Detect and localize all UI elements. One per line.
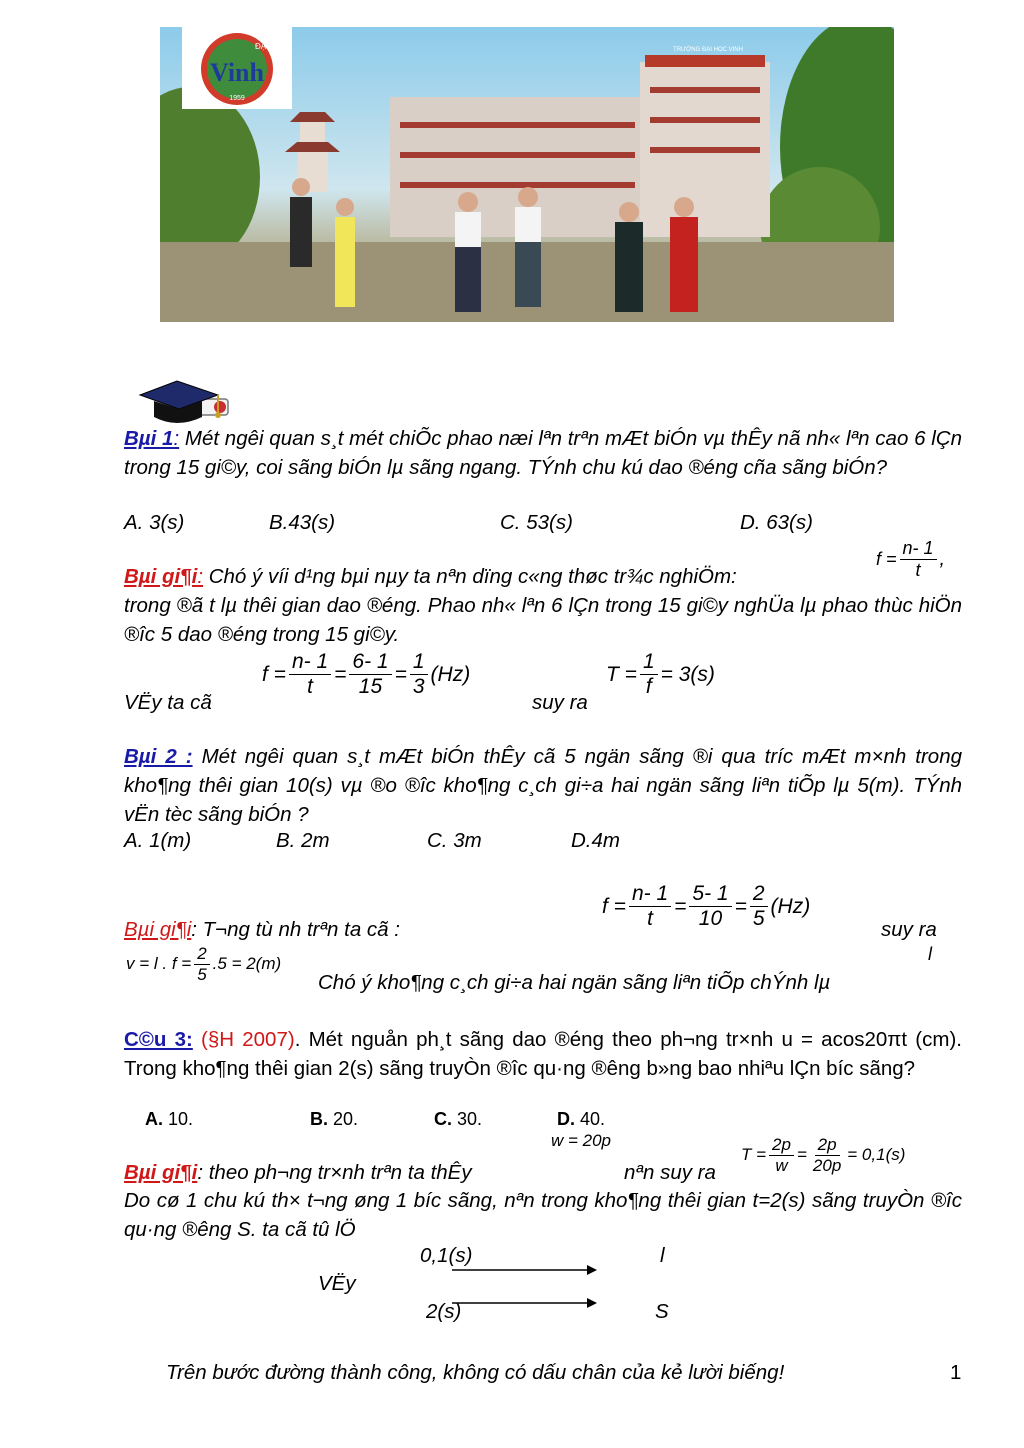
q1-option-b: B.43(s) (269, 511, 336, 534)
calc-num-2: 6- 1 (349, 650, 391, 675)
calc-den-2: 15 (358, 675, 383, 699)
formula-frequency (876, 538, 945, 580)
solution-2-note: Chó ý kho¶ng c¸ch gi÷a hai ngän sãng liªn tiÕp chÝnh lµ (318, 971, 831, 994)
q3-option-b-key: B. (310, 1109, 328, 1129)
formula-comma: , (939, 547, 946, 570)
q1-option-c: C. 53(s) (500, 511, 573, 534)
s3-period-num-2: 2p (815, 1135, 840, 1156)
solution-2-suyra (881, 915, 963, 944)
ratio-row1-left: 0,1(s) (420, 1244, 473, 1267)
s2-calc-den-3: 5 (752, 907, 765, 931)
period-num: 1 (640, 650, 658, 675)
solution-1-frequency-calc: f = $\frac{n- 1}{t}$ = $\frac{6- 1}{15}$ = $\frac{1}{3}$ (Hz) (262, 650, 471, 699)
question-3-text: . Mét nguån ph¸t sãng dao ®éng theo ph¬ng tr×nh u = acos20πt (cm). Trong kho¶ng thêi gian 2(s) sãng truyÒn ®îc qu·ng ®êng b»ng bao nhiªu lÇn bíc sãng? (124, 1028, 962, 1080)
s2-calc-den-1: t (647, 907, 653, 931)
q2-option-a: A. 1(m) (124, 829, 192, 852)
calc-num-3: 1 (410, 650, 428, 675)
q2-option-c: C. 3m (427, 829, 482, 852)
question-1-sep: : (173, 427, 180, 450)
question-1-label: Bµi 1 (124, 427, 174, 450)
q3-option-a-value: 10. (163, 1109, 194, 1129)
question-2 (124, 742, 962, 829)
solution-1-text2: trong ®ã t lµ thêi gian dao ®éng. Phao nh« lªn 6 lÇn trong 15 gi©y nghÜa lµ phao thùc hiÖn ®îc 5 dao ®éng trong 15 gi©y. (124, 594, 962, 646)
s3-period-lhs: T = (741, 1145, 767, 1165)
page-number: 1 (950, 1361, 962, 1384)
logo-top-text: ĐẠI HỌC (255, 42, 289, 51)
s2-calc-unit: (Hz) (770, 894, 811, 918)
solution-2-label: Bµi gi¶i (124, 918, 192, 941)
solution-2-text1: : T¬ng tù nh trªn ta cã : (191, 918, 400, 941)
formula-numerator: n- 1 (900, 538, 937, 560)
s2-calc-lhs: f = (602, 894, 626, 918)
solution-3-text2: Do cø 1 chu kú th× t¬ng øng 1 bíc sãng, nªn trong kho¶ng thêi gian t=2(s) sãng truyÒn ®îc qu·ng ®êng S. ta cã tû lÖ (124, 1189, 962, 1241)
q2-option-d: D.4m (571, 829, 620, 852)
omega-equation: w = 20p (551, 1131, 612, 1150)
q3-option-b-value: 20. (328, 1109, 359, 1129)
formula-lhs: f = (876, 548, 897, 569)
s3-period-result: = 0,1(s) (847, 1145, 906, 1165)
formula-denominator: t (915, 559, 921, 580)
period-result: = 3(s) (660, 662, 715, 686)
solution-1-period-calc (606, 650, 715, 699)
s3-period-num-1: 2p (769, 1135, 794, 1156)
calc-den-3: 3 (412, 675, 425, 699)
s2-suyra-text: suy ra (881, 918, 937, 941)
solution-1-label: Bµi gi¶i (124, 565, 198, 588)
velocity-rhs: .5 = 2(m) (212, 954, 282, 974)
logo-year: 1959 (229, 95, 245, 102)
calc-unit: (Hz) (430, 662, 471, 686)
q1-option-a: A. 3(s) (124, 511, 185, 534)
q3-option-c-value: 30. (452, 1109, 483, 1129)
solution-3-period-calc: T = $\frac{2p}{w}$ = $\frac{2p}{20p}$ = 0,1(s) (741, 1135, 906, 1175)
arrow-row2 (452, 1296, 597, 1308)
ratio-row2-right: S (655, 1300, 669, 1323)
ratio-vay: VËy (318, 1272, 356, 1295)
calc-lhs: f = (262, 662, 286, 686)
q3-option-b (310, 1109, 358, 1130)
solution-3-line1 (124, 1158, 472, 1187)
solution-1-sep: : (197, 565, 204, 588)
question-1 (124, 424, 962, 482)
solution-2-line1 (124, 915, 574, 944)
calc-den-1: t (307, 675, 313, 699)
q2-option-b: B. 2m (276, 829, 330, 852)
footer-quote: Trên bước đường thành công, không có dấu chân của kẻ lười biếng! (166, 1361, 785, 1384)
solution-1-suyra: suy ra (532, 691, 588, 714)
calc-num-1: n- 1 (289, 650, 331, 675)
question-2-text: Mét ngêi quan s¸t mÆt biÓn thÊy cã 5 ngän sãng ®i qua tríc mÆt m×nh trong kho¶ng thêi gian 10(s) vµ ®o ®îc kho¶ng c¸ch gi÷a hai ngän sãng liªn tiÕp lµ 5(m). TÝnh vËn tèc sãng biÓn ? (124, 745, 963, 826)
q3-option-d-value: 40. (575, 1109, 606, 1129)
velocity-num: 2 (194, 944, 209, 965)
solution-1-vay: VËy ta cã (124, 691, 212, 714)
solution-2-velocity-calc (126, 944, 281, 984)
question-3-label: C©u 3: (124, 1028, 193, 1051)
s2-calc-den-2: 10 (698, 907, 723, 931)
question-2-label: Bµi 2 : (124, 745, 193, 768)
solution-1-line1 (124, 562, 864, 591)
q3-option-a-key: A. (145, 1109, 163, 1129)
solution-3-label: Bµi gi¶i (124, 1161, 198, 1184)
s2-calc-num-1: n- 1 (629, 882, 671, 907)
solution-1-text1: Chó ý víi d¹ng bµi nµy ta nªn dïng c«ng thøc tr¾c nghiÖm: (203, 565, 737, 588)
period-lhs: T = (606, 662, 637, 686)
building-sign: TRƯỜNG ĐẠI HỌC VINH (673, 47, 743, 53)
solution-3-text1: : theo ph¬ng tr×nh trªn ta thÊy (197, 1161, 472, 1184)
q1-option-d: D. 63(s) (740, 511, 813, 534)
q3-option-d-key: D. (557, 1109, 575, 1129)
s2-calc-num-2: 5- 1 (689, 882, 731, 907)
lambda-symbol: l (928, 944, 932, 964)
q3-option-a (145, 1109, 193, 1130)
ratio-row2-left: 2(s) (426, 1300, 462, 1323)
campus-illustration (160, 27, 894, 322)
period-den: f (645, 675, 652, 699)
velocity-lhs: v = l . f = (126, 954, 192, 974)
s3-period-den-2: 20p (812, 1155, 842, 1175)
question-1-text: Mét ngêi quan s¸t mét chiÕc phao næi lªn trªn mÆt biÓn vµ thÊy nã nh« lªn cao 6 lÇn trong 15 gi©y, coi sãng biÓn lµ sãng ngang. TÝnh chu kú dao ®éng cña sãng biÓn? (124, 427, 962, 479)
solution-2-frequency-calc: f = $\frac{n- 1}{t}$ = $\frac{5- 1}{10}$ = $\frac{2}{5}$ (Hz) (602, 882, 811, 931)
ratio-row1-right: l (660, 1244, 665, 1267)
header-banner-photo (160, 27, 894, 322)
q3-option-c (434, 1109, 482, 1130)
solution-3-nensuyra: nªn suy ra (624, 1161, 716, 1184)
question-3-source: (§H 2007) (201, 1028, 295, 1051)
q3-option-c-key: C. (434, 1109, 452, 1129)
s3-period-den-1: w (775, 1155, 788, 1175)
logo-wordmark: Vinh (210, 58, 264, 87)
s2-calc-num-3: 2 (750, 882, 768, 907)
q3-option-d (557, 1109, 605, 1130)
velocity-den: 5 (197, 964, 207, 984)
question-3 (124, 1025, 962, 1083)
arrow-row1 (452, 1263, 597, 1275)
